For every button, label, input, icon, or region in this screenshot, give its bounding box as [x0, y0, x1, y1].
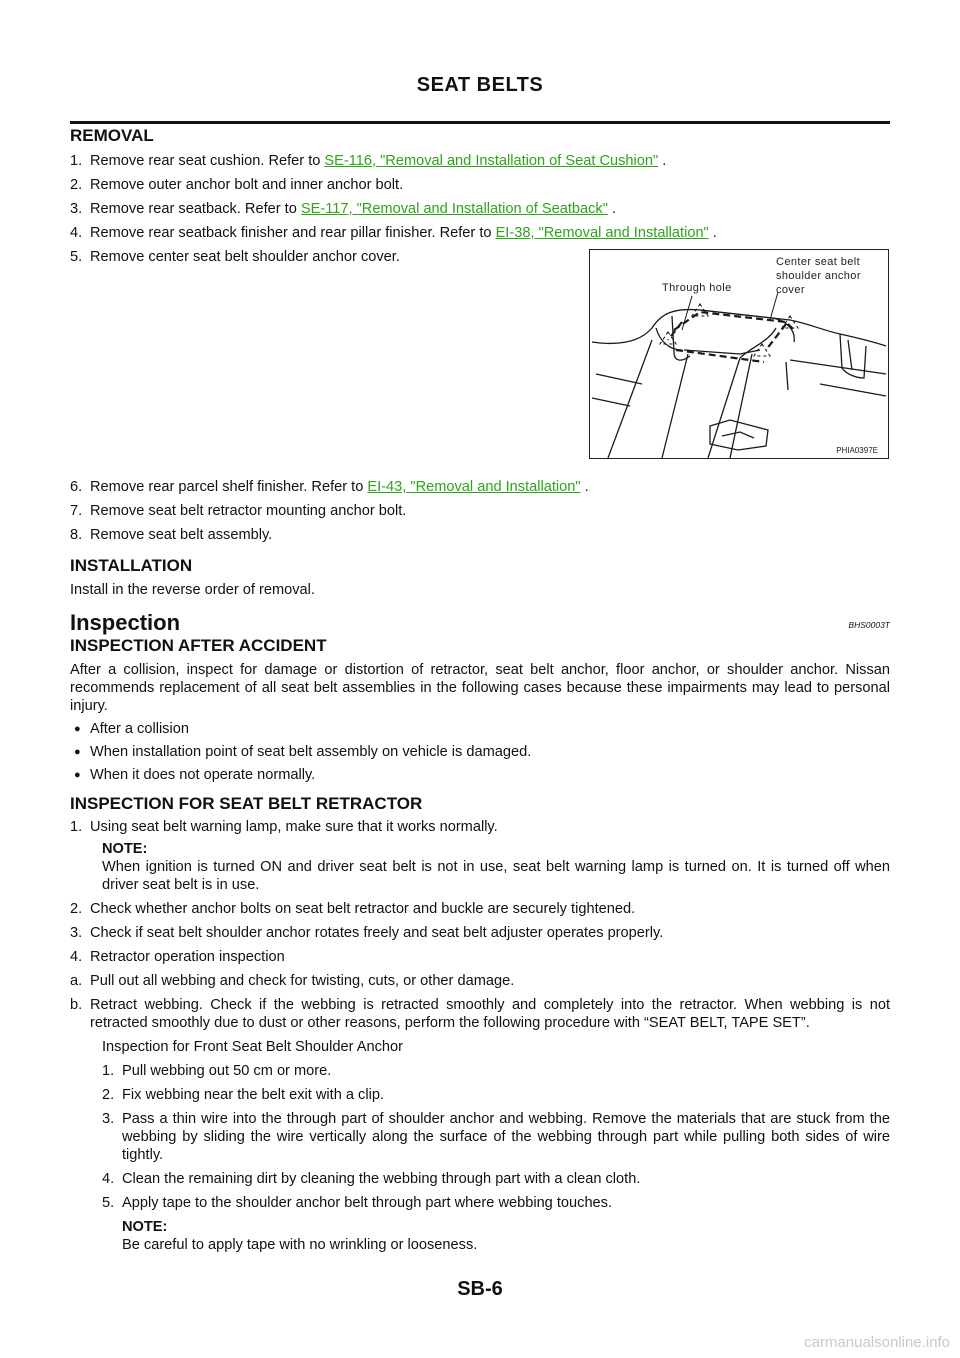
procedure-step: 1. Pull webbing out 50 cm or more.	[102, 1063, 332, 1079]
retractor-step-a: a. Pull out all webbing and check for twisting, cuts, or other damage.	[70, 973, 515, 989]
note-block-1	[102, 840, 890, 894]
page-header: SEAT BELTS	[416, 74, 544, 96]
removal-step-8: 8. Remove seat belt assembly.	[70, 527, 273, 543]
removal-step-3: 3. Remove rear seatback. Refer to SE-117, "Removal and Installation of Seatback" .	[70, 201, 617, 217]
removal-step-5: 5. Remove center seat belt shoulder anchor cover.	[70, 249, 400, 265]
removal-step-4: 4. Remove rear seatback finisher and rear pillar finisher. Refer to EI-38, "Removal and Installation" .	[70, 225, 717, 241]
removal-step-7: 7. Remove seat belt retractor mounting anchor bolt.	[70, 503, 407, 519]
procedure-step: 5. Apply tape to the shoulder anchor belt through part where webbing touches.	[102, 1195, 613, 1211]
shoulder-anchor-procedure	[102, 1038, 890, 1254]
inspection-title: Inspection	[70, 610, 181, 635]
link-ei-38[interactable]: EI-38, "Removal and Installation"	[495, 225, 709, 241]
after-accident-heading: INSPECTION AFTER ACCIDENT	[70, 636, 327, 655]
label-cover-line-2: shoulder anchor	[776, 270, 861, 282]
removal-step-6: 6. Remove rear parcel shelf finisher. Refer to EI-43, "Removal and Installation" .	[70, 479, 589, 495]
link-ei-43[interactable]: EI-43, "Removal and Installation"	[367, 479, 581, 495]
bullet-item: ● After a collision	[74, 721, 189, 737]
figure-code: PHIA0397E	[836, 446, 878, 455]
retractor-step-4: 4. Retractor operation inspection	[70, 949, 285, 965]
bullet-icon: ●	[74, 746, 81, 758]
link-se-116[interactable]: SE-116, "Removal and Installation of Seat Cushion"	[324, 153, 659, 169]
installation-text: Install in the reverse order of removal.	[70, 582, 315, 598]
bullet-icon: ●	[74, 769, 81, 781]
procedure-title: Inspection for Front Seat Belt Shoulder Anchor	[102, 1039, 403, 1055]
note-title: NOTE:	[102, 841, 148, 857]
bullet-item: ● When it does not operate normally.	[74, 767, 316, 783]
bullet-icon: ●	[74, 723, 81, 735]
procedure-step: 4. Clean the remaining dirt by cleaning the webbing through part with a clean cloth.	[102, 1171, 641, 1187]
label-through-hole: Through hole	[662, 282, 732, 294]
watermark: carmanualsonline.info	[804, 1334, 950, 1351]
link-se-117[interactable]: SE-117, "Removal and Installation of Seatback"	[300, 201, 608, 217]
installation-heading: INSTALLATION	[70, 556, 193, 575]
removal-step-2: 2. Remove outer anchor bolt and inner anchor bolt.	[70, 177, 404, 193]
page-number: SB-6	[457, 1278, 503, 1300]
retractor-step-b: b. Retract webbing. Check if the webbing is retracted smoothly and completely into the retractor. When webbing is not retracted smoothly due to dust or other reasons, perform the following procedure with “SEAT BELT, TAPE SET”.	[70, 997, 890, 1031]
note-block-2	[122, 1218, 890, 1254]
retractor-step-1: 1. Using seat belt warning lamp, make sure that it works normally.	[70, 819, 498, 835]
label-cover-line-3: cover	[776, 284, 805, 296]
label-cover-line-1: Center seat belt	[776, 256, 861, 268]
inspection-title-row	[70, 610, 890, 636]
retractor-heading: INSPECTION FOR SEAT BELT RETRACTOR	[70, 794, 423, 813]
procedure-step: 3. Pass a thin wire into the through part of shoulder anchor and webbing. Remove the materials that are stuck from the webbing by sliding the wire vertically along the surface of the webbing through part while pulling both sides of wire tightly.	[102, 1111, 890, 1163]
after-accident-text: After a collision, inspect for damage or distortion of retractor, seat belt anchor, floor anchor, or shoulder anchor. Nissan recommends replacement of all seat belt assemblies in the following cases because these impairments may lead to personal injury.	[70, 662, 890, 714]
note-title: NOTE:	[122, 1219, 168, 1235]
removal-heading: REMOVAL	[70, 126, 154, 145]
shoulder-anchor-figure	[589, 249, 889, 459]
removal-step-1: 1. Remove rear seat cushion. Refer to SE-116, "Removal and Installation of Seat Cushion" .	[70, 153, 667, 169]
bullet-item: ● When installation point of seat belt assembly on vehicle is damaged.	[74, 744, 532, 760]
retractor-step-3: 3. Check if seat belt shoulder anchor rotates freely and seat belt adjuster operates properly.	[70, 925, 664, 941]
retractor-step-2: 2. Check whether anchor bolts on seat belt retractor and buckle are securely tightened.	[70, 901, 636, 917]
note-text: When ignition is turned ON and driver seat belt is not in use, seat belt warning lamp is turned on. It is turned off when driver seat belt is in use.	[102, 859, 890, 893]
procedure-step: 2. Fix webbing near the belt exit with a clip.	[102, 1087, 385, 1103]
note-text: Be careful to apply tape with no wrinkling or looseness.	[122, 1237, 478, 1253]
inspection-code: BHS0003T	[848, 620, 890, 630]
header-rule	[70, 121, 890, 124]
